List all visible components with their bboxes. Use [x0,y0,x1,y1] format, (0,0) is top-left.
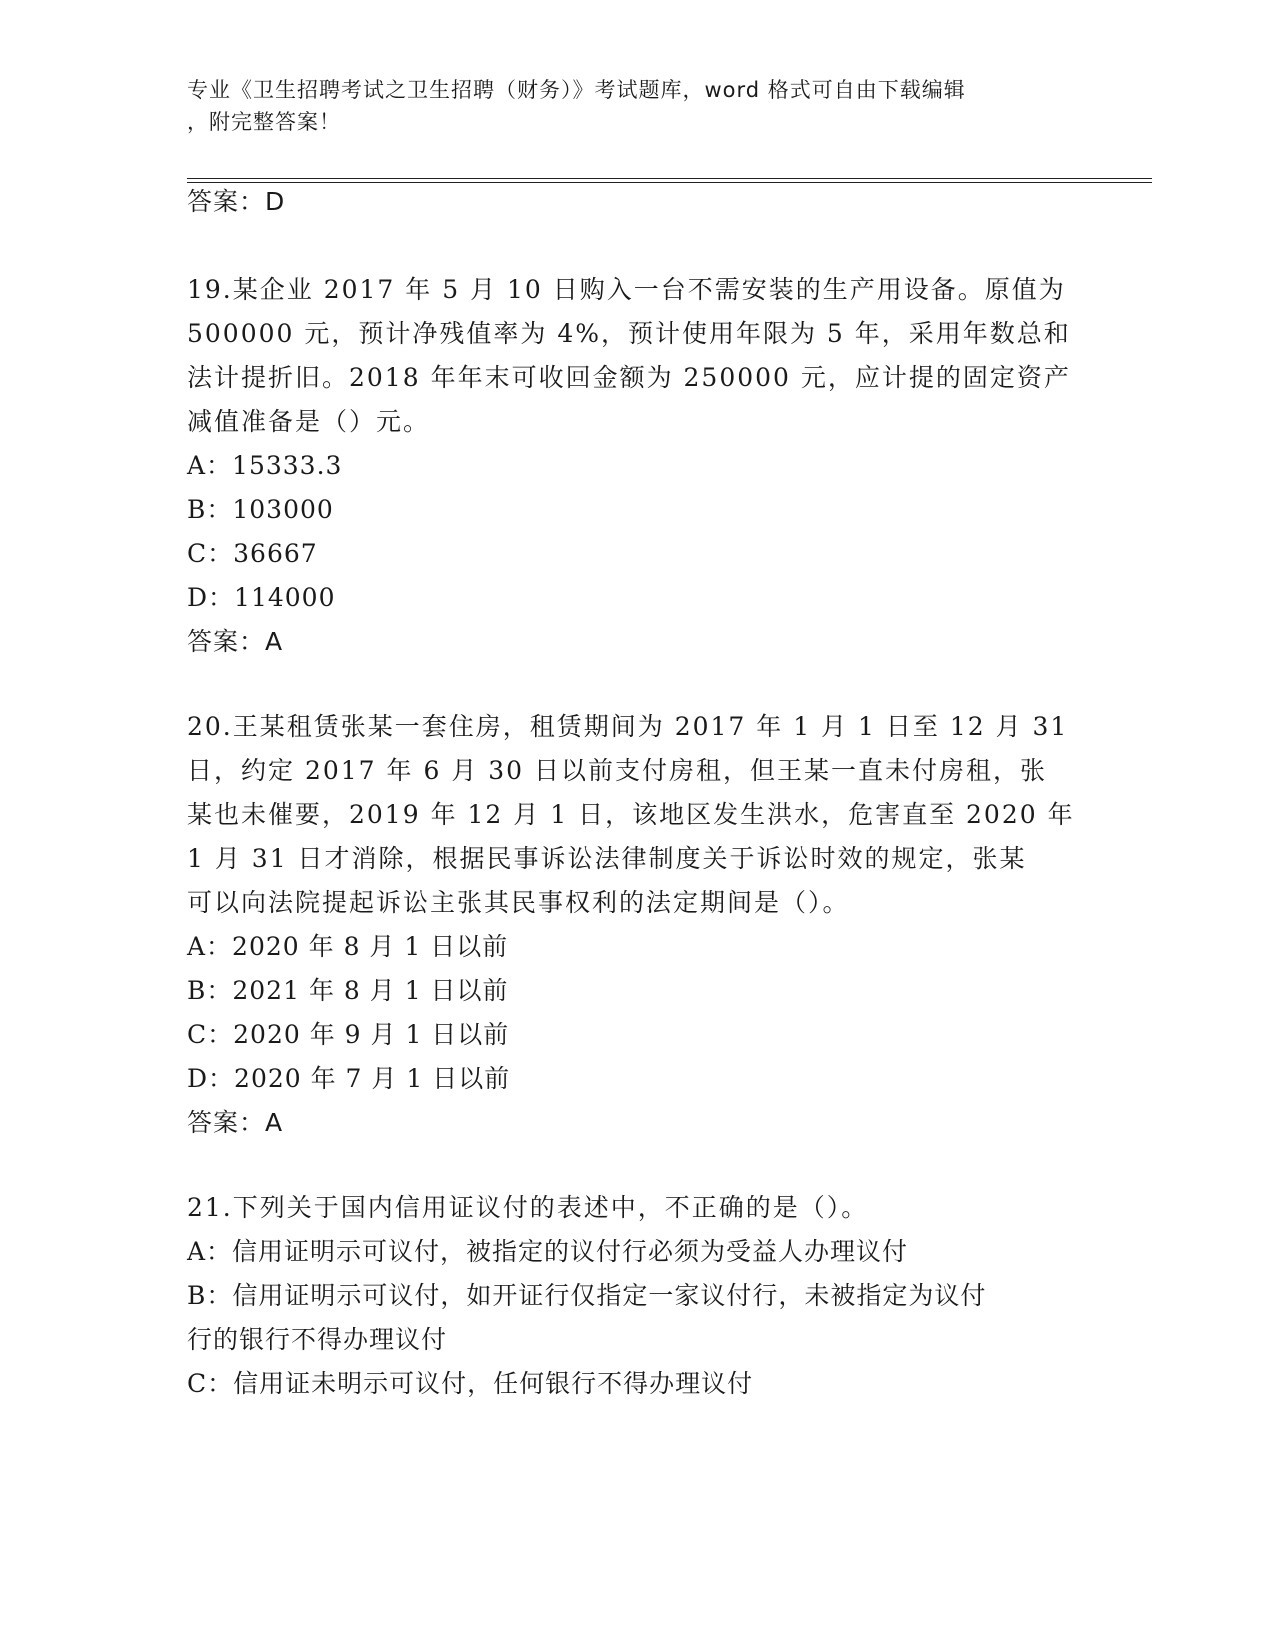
option-a: A：信用证明示可议付，被指定的议付行必须为受益人办理议付 [187,1237,909,1266]
option-c: C：36667 [187,539,318,568]
option-d: D：114000 [187,583,336,612]
header-divider [187,182,1152,183]
option-c: C：信用证未明示可议付，任何银行不得办理议付 [187,1369,754,1398]
header-divider [187,178,1152,179]
option-c: C：2020 年 9 月 1 日以前 [187,1020,510,1049]
option-b: B：信用证明示可议付，如开证行仅指定一家议付行，未被指定为议付 [187,1281,987,1310]
answer-line: 答案：A [187,627,284,656]
header-line: ，附完整答案！ [187,110,341,134]
option-b: B：2021 年 8 月 1 日以前 [187,976,509,1005]
option-d: D：2020 年 7 月 1 日以前 [187,1064,511,1093]
question-stem-line: 20.王某租赁张某一套住房，租赁期间为 2017 年 1 月 1 日至 12 月 31 [187,712,1069,741]
question-stem-line: 可以向法院提起诉讼主张其民事权利的法定期间是（）。 [187,888,850,917]
question-stem-line: 法计提折旧。2018 年年末可收回金额为 250000 元，应计提的固定资产 [187,363,1071,392]
document-header [187,74,1077,138]
question-stem-line: 1 月 31 日才消除，根据民事诉讼法律制度关于诉讼时效的规定，张某 [187,844,1027,873]
answer-line: 答案：D [187,187,286,216]
answer-line: 答案：A [187,1108,284,1137]
header-line: 专业《卫生招聘考试之卫生招聘（财务）》考试题库，word 格式可自由下载编辑 [187,78,966,102]
question-stem-line: 某也未催要，2019 年 12 月 1 日，该地区发生洪水，危害直至 2020 年 [187,800,1075,829]
question-stem-line: 21.下列关于国内信用证议付的表述中，不正确的是（）。 [187,1193,869,1222]
option-b-continued: 行的银行不得办理议付 [187,1325,448,1354]
question-stem-line: 19.某企业 2017 年 5 月 10 日购入一台不需安装的生产用设备。原值为 [187,275,1066,304]
option-a: A：2020 年 8 月 1 日以前 [187,932,509,961]
question-stem-line: 减值准备是（）元。 [187,407,431,436]
option-b: B：103000 [187,495,334,524]
option-a: A：15333.3 [187,451,343,480]
question-stem-line: 500000 元，预计净残值率为 4%，预计使用年限为 5 年，采用年数总和 [187,319,1071,348]
question-stem-line: 日，约定 2017 年 6 月 30 日以前支付房租，但王某一直未付房租，张 [187,756,1048,785]
